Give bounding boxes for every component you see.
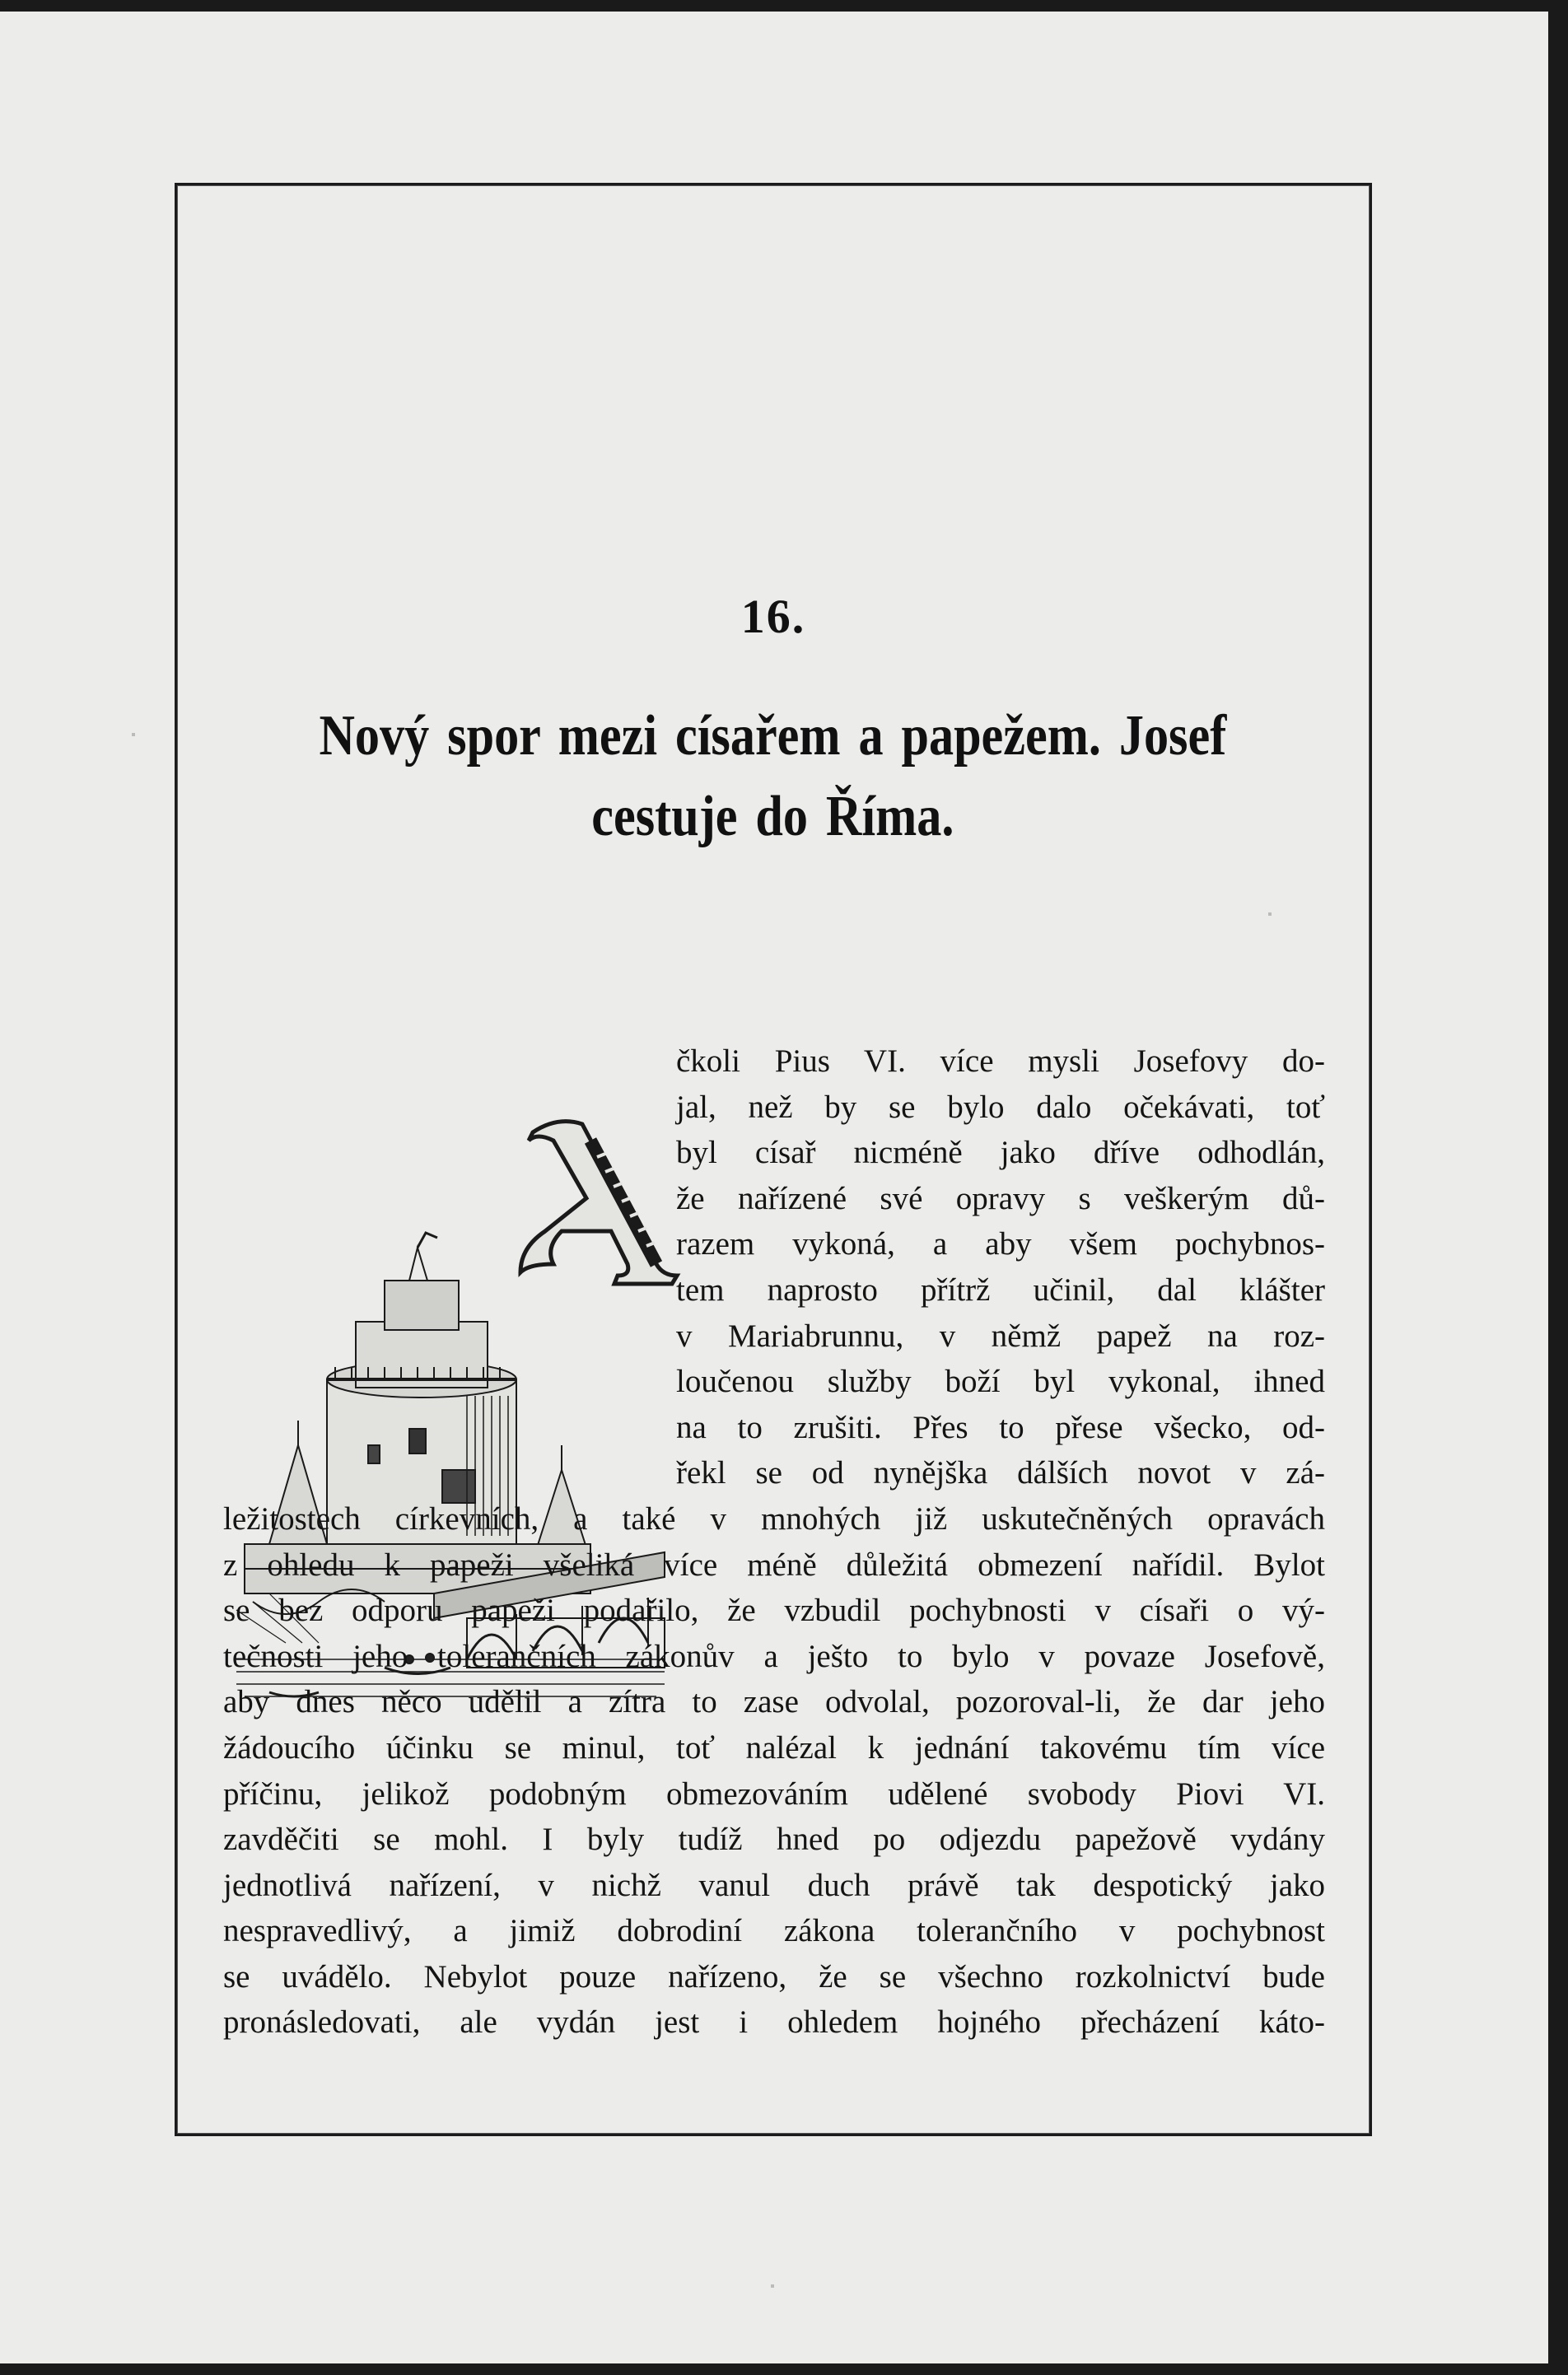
body-line: tečnosti jeho tolerančních zákonův a ješto to bylo v povaze Josefově,	[223, 1638, 1325, 1674]
body-line: loučenou služby boží byl vykonal, ihned	[676, 1364, 1325, 1400]
scan-speck	[771, 2284, 774, 2288]
scan-speck	[132, 733, 135, 736]
chapter-title-line1: Nový spor mezi císařem a papežem. Josef	[319, 704, 1227, 768]
chapter-number: 16.	[740, 590, 806, 643]
body-line: že nařízené své opravy s veškerým dů-	[676, 1180, 1325, 1216]
body-line: z ohledu k papeži všeliká více méně důležitá obmezení nařídil. Bylot	[223, 1547, 1325, 1583]
body-line: jal, než by se bylo dalo očekávati, toť	[676, 1089, 1325, 1125]
page-frame	[175, 183, 1372, 2136]
body-line: razem vykoná, a aby všem pochybnos-	[676, 1226, 1325, 1262]
chapter-title-line2: cestuje do Říma.	[591, 785, 954, 848]
body-line: jednotlivá nařízení, v nichž vanul duch právě tak despotický jako	[223, 1867, 1325, 1903]
body-line: na to zrušiti. Přes to přese všecko, od-	[676, 1409, 1325, 1445]
book-page	[0, 12, 1548, 2363]
body-line: aby dnes něco udělil a zítra to zase odvolal, pozoroval-li, že dar jeho	[223, 1684, 1325, 1720]
body-line: řekl se od nynějška dálších novot v zá-	[676, 1455, 1325, 1491]
body-line: se uvádělo. Nebylot pouze nařízeno, že se všechno rozkolnictví bude	[223, 1958, 1325, 1995]
body-line: čkoli Pius VI. více mysli Josefovy do-	[676, 1043, 1325, 1079]
body-line: ležitostech církevních, a také v mnohých již uskutečněných opravách	[223, 1500, 1325, 1537]
body-line: tem naprosto přítrž učinil, dal klášter	[676, 1271, 1325, 1308]
body-line: žádoucího účinku se minul, toť nalézal k jednání takovému tím více	[223, 1729, 1325, 1766]
body-line: nespravedlivý, a jimiž dobrodiní zákona tolerančního v pochybnost	[223, 1913, 1325, 1949]
body-line: zavděčiti se mohl. I byly tudíž hned po odjezdu papežově vydány	[223, 1822, 1325, 1858]
body-line: se bez odporu papeži podařilo, že vzbudil pochybnosti v císaři o vý-	[223, 1593, 1325, 1629]
body-line: byl císař nicméně jako dříve odhodlán,	[676, 1135, 1325, 1171]
body-line: v Mariabrunnu, v němž papež na roz-	[676, 1318, 1325, 1354]
body-line: příčinu, jelikož podobným obmezováním udělené svobody Piovi VI.	[223, 1775, 1325, 1812]
body-text	[223, 1038, 1325, 2046]
body-line: pronásledovati, ale vydán jest i ohledem hojného přecházení káto-	[223, 2004, 1325, 2041]
chapter-title	[223, 696, 1323, 857]
